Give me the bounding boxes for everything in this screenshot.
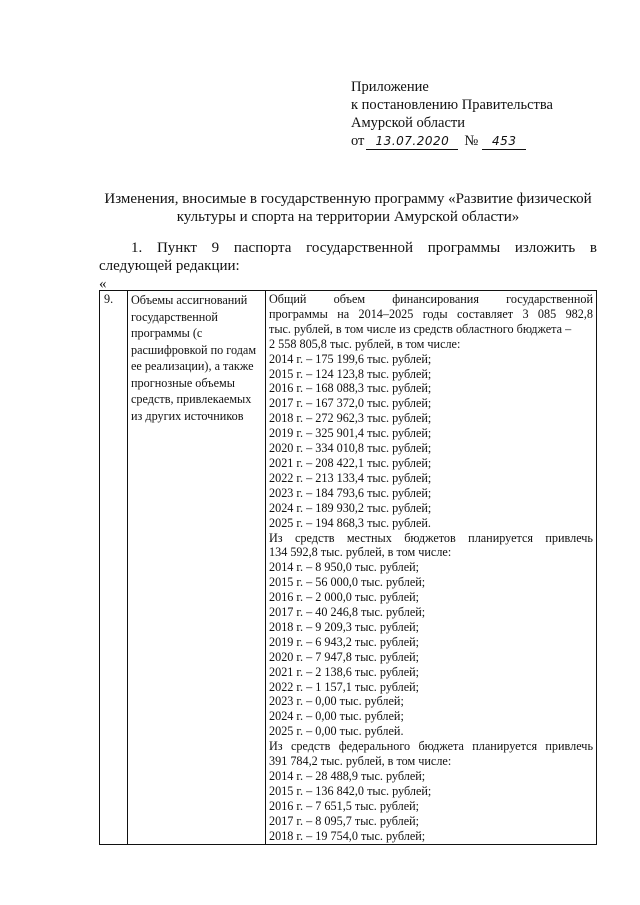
opening-quote: « [99, 276, 107, 292]
row-content [266, 291, 597, 845]
content-line: 2023 г. – 184 793,6 тыс. рублей; [269, 485, 432, 500]
content-line: 2017 г. – 167 372,0 тыс. рублей; [269, 396, 432, 411]
content-line: 2022 г. – 1 157,1 тыс. рублей; [269, 679, 420, 694]
row-number: 9. [100, 291, 128, 845]
number-label: № [464, 133, 479, 149]
content-line: Общий объем финансирования государственной [269, 292, 593, 306]
document-title [100, 190, 596, 226]
content-line: 2020 г. – 334 010,8 тыс. рублей; [269, 441, 432, 456]
content-line: 2015 г. – 136 842,0 тыс. рублей; [269, 783, 432, 798]
intro-paragraph: 1. Пункт 9 паспорта государственной программы изложить в следующей редакции: [99, 240, 597, 274]
title-line-2: культуры и спорта на территории Амурской области» [176, 209, 520, 225]
content-line: 2016 г. – 7 651,5 тыс. рублей; [269, 798, 420, 813]
content-line: 2020 г. – 7 947,8 тыс. рублей; [269, 649, 420, 664]
order-date: 13.07.2020 [366, 134, 458, 150]
content-line: 2023 г. – 0,00 тыс. рублей; [269, 694, 404, 709]
content-line: 2014 г. – 28 488,9 тыс. рублей; [269, 769, 426, 783]
content-line: 2024 г. – 189 930,2 тыс. рублей; [269, 500, 432, 515]
passport-table [99, 290, 597, 845]
content-line: 2014 г. – 8 950,0 тыс. рублей; [269, 560, 420, 575]
content-line: Из средств местных бюджетов планируется привлечь [269, 530, 593, 545]
order-number: 453 [482, 134, 526, 150]
content-line: программы на 2014–2025 годы составляет 3 085 982,8 [269, 306, 593, 321]
content-line: 2017 г. – 40 246,8 тыс. рублей; [269, 605, 426, 620]
date-prefix: от [351, 133, 365, 149]
content-line: 134 592,8 тыс. рублей, в том числе: [269, 545, 452, 560]
content-line: 2015 г. – 56 000,0 тыс. рублей; [269, 575, 426, 590]
content-line: 2024 г. – 0,00 тыс. рублей; [269, 709, 404, 724]
content-line: 2025 г. – 0,00 тыс. рублей. [269, 724, 404, 739]
content-line: 2019 г. – 6 943,2 тыс. рублей; [269, 634, 420, 649]
content-line: 2018 г. – 272 962,3 тыс. рублей; [269, 411, 432, 426]
content-line: 2019 г. – 325 901,4 тыс. рублей; [269, 426, 432, 441]
approval-header [351, 78, 553, 150]
title-line-1: Изменения, вносимые в государственную программу «Развитие физической [104, 191, 592, 207]
content-line: 2 558 805,8 тыс. рублей, в том числе: [269, 336, 461, 351]
content-line: Из средств федерального бюджета планируется привлечь [269, 739, 593, 754]
content-line: 2016 г. – 168 088,3 тыс. рублей; [269, 381, 432, 396]
content-line: 2018 г. – 19 754,0 тыс. рублей; [269, 828, 426, 843]
appendix-label: Приложение [351, 79, 429, 95]
row-label: Объемы ассигнований государственной программы (с расшифровкой по годам ее реализации), а также прогнозные объемы средств, привлекаемых из других источников [128, 291, 266, 845]
table-row [100, 291, 597, 845]
content-line: 2021 г. – 208 422,1 тыс. рублей; [269, 455, 432, 470]
content-line: 2021 г. – 2 138,6 тыс. рублей; [269, 664, 420, 679]
content-line: 2017 г. – 8 095,7 тыс. рублей; [269, 813, 420, 828]
order-line [351, 132, 553, 150]
content-line: 2018 г. – 9 209,3 тыс. рублей; [269, 619, 420, 634]
content-line: 2025 г. – 194 868,3 тыс. рублей. [269, 515, 431, 530]
content-line: 2016 г. – 2 000,0 тыс. рублей; [269, 590, 420, 605]
content-line: тыс. рублей, в том числе из средств областного бюджета – [269, 321, 572, 336]
content-line: 2014 г. – 175 199,6 тыс. рублей; [269, 351, 432, 366]
resolution-ref: к постановлению Правительства [351, 97, 553, 113]
content-line: 391 784,2 тыс. рублей, в том числе: [269, 754, 452, 769]
region-name: Амурской области [351, 115, 465, 131]
content-line: 2022 г. – 213 133,4 тыс. рублей; [269, 470, 432, 485]
content-line: 2015 г. – 124 123,8 тыс. рублей; [269, 366, 432, 381]
